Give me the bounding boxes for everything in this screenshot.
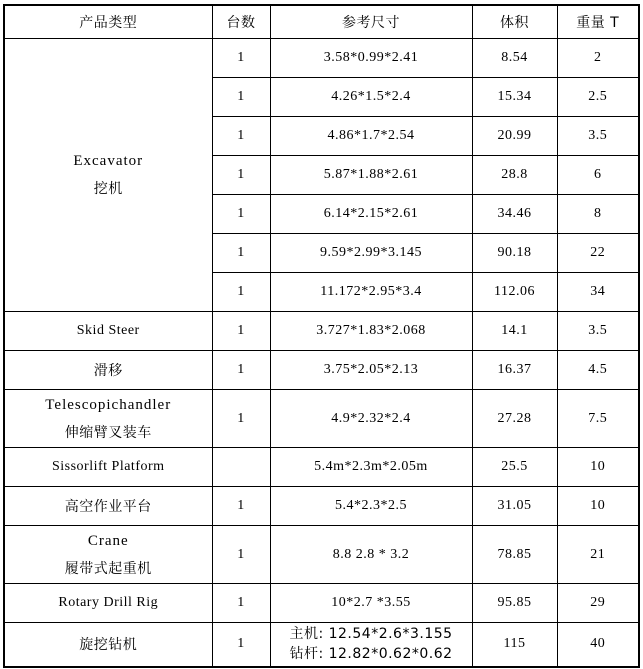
table-row xyxy=(4,487,639,526)
dimension-cell xyxy=(270,623,472,667)
table-row xyxy=(4,448,639,487)
dimension-cell: 9.59*2.99*3.145 xyxy=(270,234,472,273)
table-header-row xyxy=(4,5,639,39)
dimension-line-drill-rod: 钻杆: 12.82*0.62*0.62 xyxy=(289,646,453,663)
volume-cell: 115 xyxy=(472,623,557,667)
dimension-cell: 11.172*2.95*3.4 xyxy=(270,273,472,312)
volume-cell: 31.05 xyxy=(472,487,557,526)
weight-cell: 2.5 xyxy=(557,78,639,117)
volume-cell: 20.99 xyxy=(472,117,557,156)
qty-cell: 1 xyxy=(212,351,270,390)
qty-cell: 1 xyxy=(212,195,270,234)
volume-cell: 8.54 xyxy=(472,39,557,78)
product-type-rotary-drill-en: Rotary Drill Rig xyxy=(4,584,212,623)
weight-cell: 7.5 xyxy=(557,390,639,448)
product-type-excavator xyxy=(4,39,212,312)
dimension-cell: 3.58*0.99*2.41 xyxy=(270,39,472,78)
volume-cell: 90.18 xyxy=(472,234,557,273)
volume-cell: 25.5 xyxy=(472,448,557,487)
product-type-crane xyxy=(4,526,212,584)
qty-cell: 1 xyxy=(212,156,270,195)
volume-cell: 15.34 xyxy=(472,78,557,117)
dimension-cell: 5.4m*2.3m*2.05m xyxy=(270,448,472,487)
qty-cell: 1 xyxy=(212,78,270,117)
qty-cell: 1 xyxy=(212,117,270,156)
table-row xyxy=(4,390,639,448)
weight-cell: 2 xyxy=(557,39,639,78)
dimension-cell: 5.87*1.88*2.61 xyxy=(270,156,472,195)
volume-cell: 16.37 xyxy=(472,351,557,390)
qty-cell: 1 xyxy=(212,312,270,351)
dimension-cell: 5.4*2.3*2.5 xyxy=(270,487,472,526)
volume-cell: 28.8 xyxy=(472,156,557,195)
dimension-cell: 3.75*2.05*2.13 xyxy=(270,351,472,390)
qty-cell xyxy=(212,448,270,487)
product-type-label-cn: 履带式起重机 xyxy=(64,560,152,577)
equipment-spec-table xyxy=(3,4,640,668)
weight-cell: 22 xyxy=(557,234,639,273)
product-type-label-cn: 挖机 xyxy=(93,180,123,197)
product-type-telescopichandler xyxy=(4,390,212,448)
volume-cell: 95.85 xyxy=(472,584,557,623)
header-product-type: 产品类型 xyxy=(4,5,212,39)
weight-cell: 8 xyxy=(557,195,639,234)
header-volume: 体积 xyxy=(472,5,557,39)
volume-cell: 27.28 xyxy=(472,390,557,448)
product-type-label-en: Excavator xyxy=(73,153,144,170)
table-row xyxy=(4,351,639,390)
product-type-label-en: Crane xyxy=(87,533,129,550)
dimension-cell: 6.14*2.15*2.61 xyxy=(270,195,472,234)
product-type-sissorlift-en: Sissorlift Platform xyxy=(4,448,212,487)
qty-cell: 1 xyxy=(212,526,270,584)
dimension-cell: 8.8 2.8 * 3.2 xyxy=(270,526,472,584)
product-type-skid-steer-cn: 滑移 xyxy=(4,351,212,390)
product-type-rotary-drill-cn: 旋挖钻机 xyxy=(4,623,212,667)
qty-cell: 1 xyxy=(212,234,270,273)
qty-cell: 1 xyxy=(212,584,270,623)
dimension-cell: 10*2.7 *3.55 xyxy=(270,584,472,623)
header-reference-size: 参考尺寸 xyxy=(270,5,472,39)
qty-cell: 1 xyxy=(212,390,270,448)
qty-cell: 1 xyxy=(212,39,270,78)
product-type-skid-steer-en: Skid Steer xyxy=(4,312,212,351)
dimension-cell: 4.86*1.7*2.54 xyxy=(270,117,472,156)
product-type-label-cn: 伸缩臂叉装车 xyxy=(64,424,152,441)
weight-cell: 4.5 xyxy=(557,351,639,390)
weight-cell: 21 xyxy=(557,526,639,584)
table-row xyxy=(4,39,639,78)
weight-cell: 10 xyxy=(557,448,639,487)
dimension-cell: 4.9*2.32*2.4 xyxy=(270,390,472,448)
weight-cell: 34 xyxy=(557,273,639,312)
product-type-sissorlift-cn: 高空作业平台 xyxy=(4,487,212,526)
table-row xyxy=(4,584,639,623)
weight-cell: 3.5 xyxy=(557,117,639,156)
qty-cell: 1 xyxy=(212,273,270,312)
qty-cell: 1 xyxy=(212,487,270,526)
volume-cell: 112.06 xyxy=(472,273,557,312)
weight-cell: 3.5 xyxy=(557,312,639,351)
table-row xyxy=(4,526,639,584)
volume-cell: 34.46 xyxy=(472,195,557,234)
weight-cell: 10 xyxy=(557,487,639,526)
volume-cell: 14.1 xyxy=(472,312,557,351)
dimension-line-main-unit: 主机: 12.54*2.6*3.155 xyxy=(289,626,453,643)
dimension-cell: 4.26*1.5*2.4 xyxy=(270,78,472,117)
weight-cell: 29 xyxy=(557,584,639,623)
weight-cell: 6 xyxy=(557,156,639,195)
table-row xyxy=(4,312,639,351)
qty-cell: 1 xyxy=(212,623,270,667)
dimension-cell: 3.727*1.83*2.068 xyxy=(270,312,472,351)
header-weight: 重量 T xyxy=(557,5,639,39)
product-type-label-en: Telescopichandler xyxy=(45,397,172,413)
volume-cell: 78.85 xyxy=(472,526,557,584)
header-quantity: 台数 xyxy=(212,5,270,39)
weight-cell: 40 xyxy=(557,623,639,667)
table-row xyxy=(4,623,639,667)
